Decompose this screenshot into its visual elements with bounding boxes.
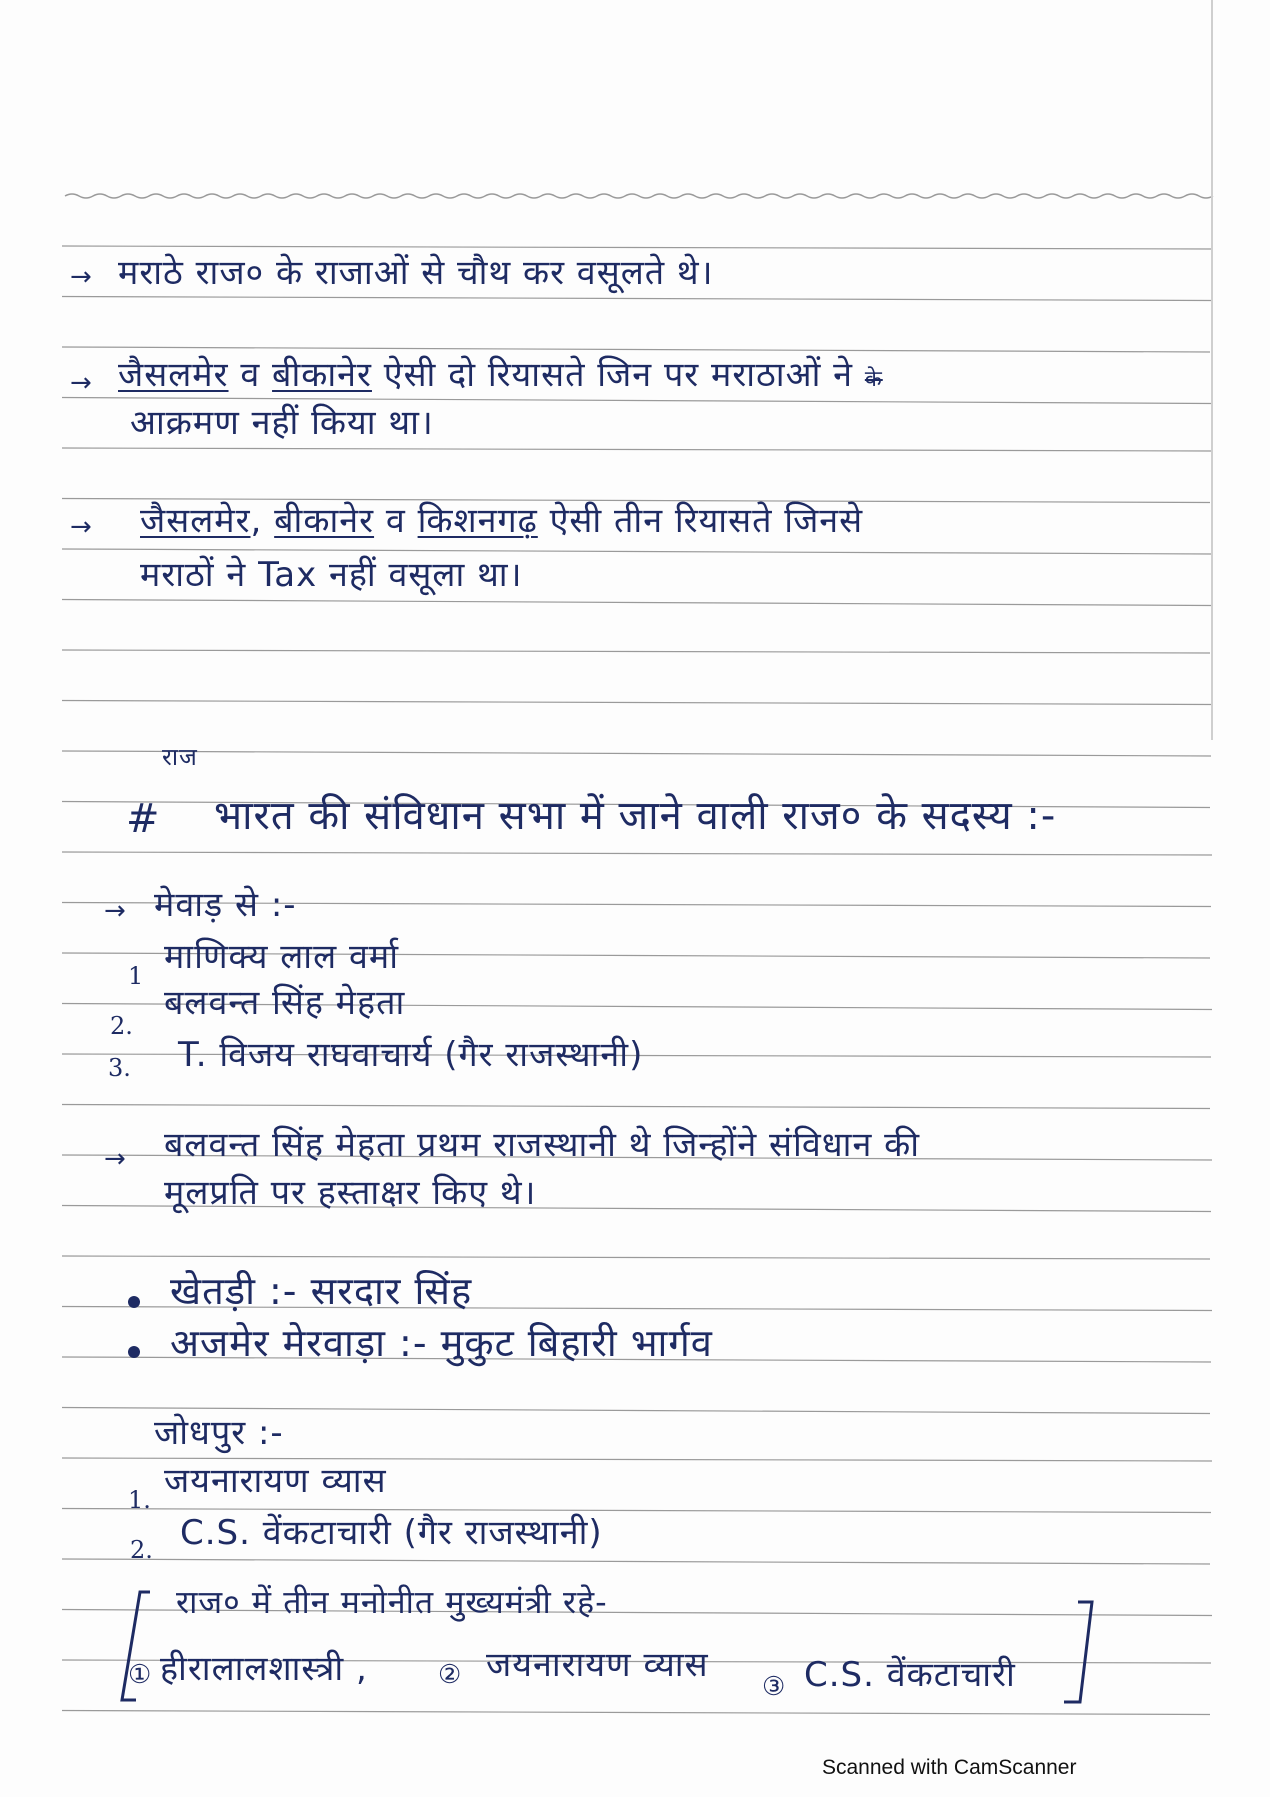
subheading: जोधपुर :- — [154, 1413, 284, 1453]
text-span: ऐसी तीन रियासते जिनसे — [537, 501, 864, 541]
margin-note: राज — [162, 743, 198, 771]
list-number: 1 — [128, 962, 144, 990]
arrow-icon: → — [70, 262, 92, 292]
list-number: 1. — [128, 1486, 151, 1514]
list-item: जयनारायण व्यास — [164, 1461, 387, 1501]
text-span: बलवन्त सिंह मेहता प्रथम राजस्थानी थे जिन्होंने संविधान की — [164, 1125, 921, 1165]
box-title: राज० में तीन मनोनीत मुख्यमंत्री रहे- — [176, 1583, 608, 1621]
subheading: मेवाड़ से :- — [154, 885, 297, 925]
text-span: ऐसी दो रियासते जिन पर मराठाओं ने — [371, 355, 854, 395]
arrow-icon: → — [70, 512, 92, 542]
underlined-word: बीकानेर — [272, 355, 372, 395]
section-heading: भारत की संविधान सभा में जाने वाली राज० के सदस्य :- — [214, 793, 1057, 839]
list-item: बलवन्त सिंह मेहता — [164, 983, 406, 1023]
list-number: 3. — [108, 1054, 131, 1082]
note-line: आक्रमण नहीं किया था। — [130, 403, 434, 443]
arrow-icon: → — [70, 368, 92, 398]
underlined-word: जैसलमेर — [118, 355, 229, 395]
note-line: मराठों ने Tax नहीं वसूला था। — [140, 555, 523, 595]
text-span: व — [374, 501, 418, 541]
underlined-word: जैसलमेर — [140, 501, 251, 541]
list-item: माणिक्य लाल वर्मा — [164, 937, 400, 977]
underlined-word: बीकानेर — [274, 501, 375, 541]
hash-mark: # — [126, 796, 161, 842]
arrow-icon: → — [104, 1144, 126, 1174]
note-line: मूलप्रति पर हस्ताक्षर किए थे। — [164, 1173, 537, 1213]
bullet-item: अजमेर मेरवाड़ा :- मुकुट बिहारी भार्गव — [170, 1321, 713, 1365]
text-span: व — [228, 355, 273, 395]
box-item: C.S. वेंकटाचारी — [804, 1655, 1016, 1695]
arrow-icon: → — [104, 896, 126, 926]
box-item: जयनारायण व्यास — [486, 1645, 709, 1685]
bullet-item: खेतड़ी :- सरदार सिंह — [170, 1269, 473, 1313]
list-item: T. विजय राघवाचार्य (गैर राजस्थानी) — [178, 1035, 644, 1075]
list-number: 2. — [110, 1012, 133, 1040]
note-line: मराठे राज० के राजाओं से चौथ कर वसूलते थे। — [118, 253, 714, 293]
circled-number: ③ — [762, 1672, 786, 1702]
struck-word: के — [864, 367, 883, 392]
circled-number: ① — [128, 1660, 152, 1690]
circled-number: ② — [438, 1660, 462, 1690]
list-item: C.S. वेंकटाचारी (गैर राजस्थानी) — [180, 1513, 603, 1553]
text-span: , — [250, 501, 275, 541]
underlined-word: किशनगढ़ — [417, 501, 538, 541]
list-number: 2. — [130, 1536, 153, 1564]
scanner-watermark: Scanned with CamScanner — [822, 1756, 1077, 1779]
box-item: हीरालालशास्त्री , — [160, 1649, 368, 1689]
